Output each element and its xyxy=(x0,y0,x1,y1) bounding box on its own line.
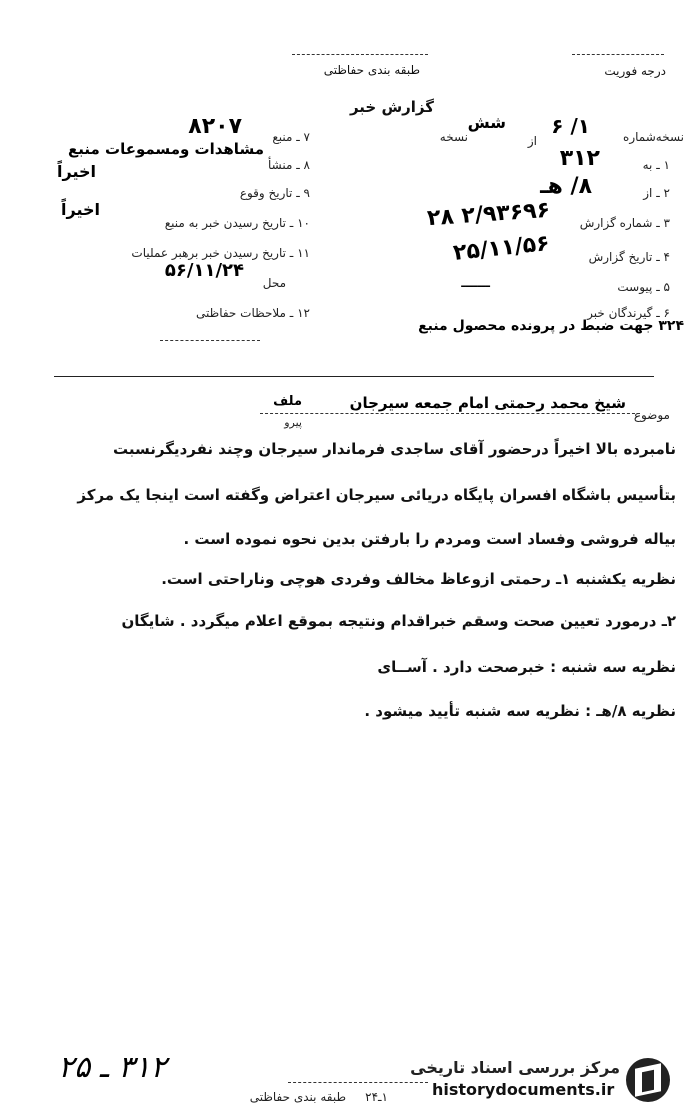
origin-value: مشاهدات ومسموعات منبع xyxy=(68,140,264,158)
origin-label: ۸ ـ منشأ xyxy=(267,158,310,172)
section-divider xyxy=(54,376,654,377)
watermark-url: historydocuments.ir xyxy=(432,1080,615,1099)
occurrence-date-value: اخیراً xyxy=(57,162,96,181)
report-date-label: ۴ ـ تاریخ گزارش xyxy=(588,250,670,264)
body-line: بیاله فروشی وفساد است ومردم را بارفتن بدین نحوه نموده است . xyxy=(183,530,676,548)
footer-page-mark: ۱ـ۲۴ xyxy=(365,1090,388,1104)
recipients-value: ۳۲۴ جهت ضبط در پرونده محصول منبع xyxy=(418,318,684,334)
body-line: بتأسیس باشگاه افسران پایگاه دریائی سیرجان اعتراض وگفته است اینجا یک مرکز xyxy=(77,486,676,504)
watermark-logo-icon xyxy=(626,1058,670,1102)
left-fields-underline xyxy=(160,340,260,341)
from-value: ۸/ هـ xyxy=(540,174,592,199)
copy-number-value: ۱/ ۶ xyxy=(551,114,590,138)
handwritten-file-number: ۳۱۲ ـ ۲۵ xyxy=(58,1050,167,1085)
body-line: ۲ـ درمورد تعیین صحت وسقم خبراقدام ونتیجه بموقع اعلام میگردد . شایگان xyxy=(121,612,676,630)
attachment-value: ـــــــ xyxy=(461,276,490,290)
subject-tail: ملف xyxy=(273,394,302,409)
body-line: نظریه ۸/هـ : نظریه سه شنبه تأیید میشود . xyxy=(364,702,676,720)
source-label: ۷ ـ منبع xyxy=(272,130,310,144)
subject-addendum: پیرو xyxy=(284,416,302,429)
source-receipt-value: اخیراً xyxy=(61,200,100,219)
classification-divider xyxy=(292,54,428,55)
to-label: ۱ ـ به xyxy=(642,158,670,172)
urgency-label: درجه فوریت xyxy=(604,64,666,78)
report-number-value: ۲/۹۳۶۹۶ ۲۸ xyxy=(426,197,551,232)
attachment-label: ۵ ـ پیوست xyxy=(617,280,670,294)
watermark-title: مرکز بررسی اسناد تاریخی xyxy=(410,1058,620,1077)
copies-value: شش xyxy=(467,113,506,132)
footer-divider xyxy=(288,1082,428,1083)
source-receipt-label: ۱۰ ـ تاریخ رسیدن خبر به منبع xyxy=(164,216,310,230)
report-date-value: ۲۵/۱۱/۵۶ xyxy=(452,231,552,266)
ops-receipt-label: ۱۱ ـ تاریخ رسیدن خبر برهبر عملیات xyxy=(131,246,310,260)
urgency-divider xyxy=(572,54,664,55)
footer-classification-label: طبقه بندی حفاظتی xyxy=(249,1090,346,1104)
security-notes-label: ۱۲ ـ ملاحظات حفاظتی xyxy=(196,306,310,320)
copies-label: نسخه xyxy=(439,130,468,144)
place-label: محل xyxy=(262,276,286,290)
classification-label: طبقه بندی حفاظتی xyxy=(323,63,420,77)
recipients-label: ۶ ـ گیرندگان خبر xyxy=(587,306,670,320)
copy-number-label: نسخه‌شماره xyxy=(623,130,684,144)
source-value: ۸۲۰۷ xyxy=(188,114,242,139)
subject-label: موضوع xyxy=(633,408,670,422)
subject-value: شیخ محمد رحمتی امام جمعه سیرجان xyxy=(349,394,626,412)
report-number-label: ۳ ـ شماره گزارش xyxy=(579,216,670,230)
body-line: نظریه یکشنبه ۱ـ رحمتی ازوعاظ مخالف وفردی هوچی وناراحتی است. xyxy=(161,570,676,588)
body-line: نظریه سه شنبه : خبرصحت دارد . آســای xyxy=(377,658,676,676)
subject-underline xyxy=(260,413,640,414)
from-label: ۲ ـ از xyxy=(643,186,670,200)
body-line: نامبرده بالا اخیراً درحضور آقای ساجدی فرماندار سیرجان وچند نفردیگرنسبت xyxy=(112,440,676,458)
report-title: گزارش خبر xyxy=(349,98,434,116)
to-value: ۳۱۲ xyxy=(559,146,600,171)
ops-receipt-value: ۵۶/۱۱/۲۴ xyxy=(164,260,244,281)
of-label: از xyxy=(527,134,537,148)
occurrence-date-label: ۹ ـ تاریخ وقوع xyxy=(239,186,310,200)
